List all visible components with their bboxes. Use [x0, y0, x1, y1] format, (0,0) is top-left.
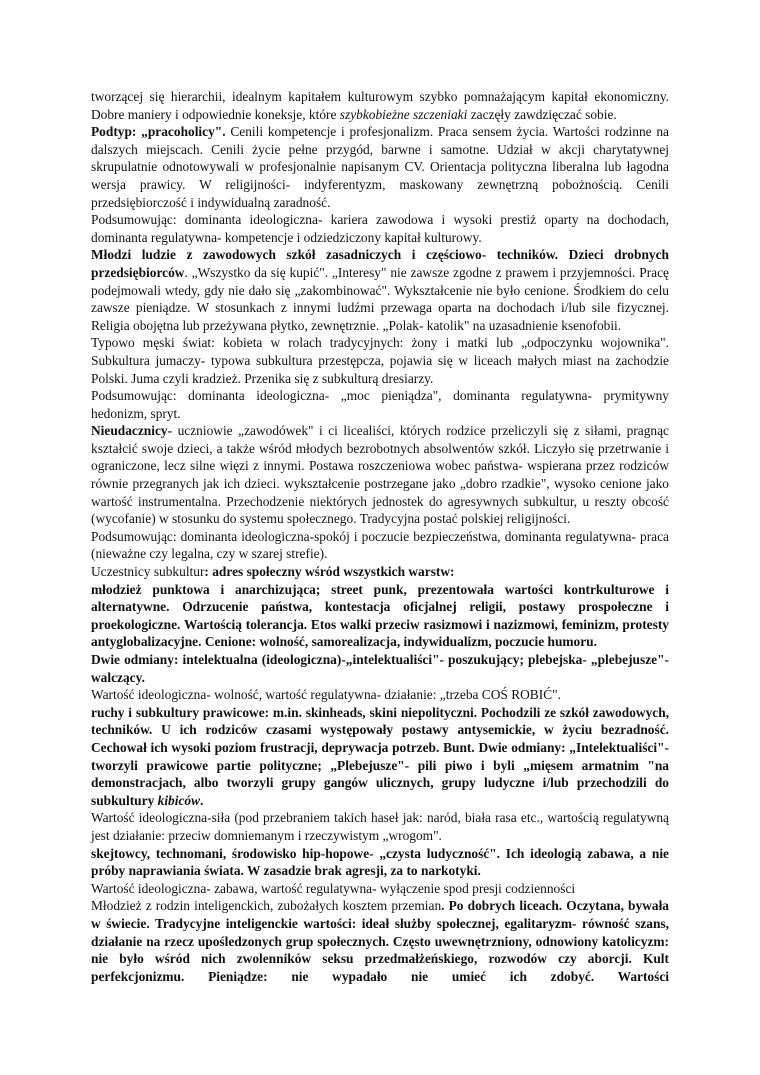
text-run: Typowo męski świat: kobieta w rolach tradycyjnych: żony i matki lub „odpoczynku wojownika". Subkultura jumaczy- typowa subkultura przestępcza, pojawia się w liceach małych miast na zachodzie Polski. Juma czyli kradzież. Przenika się z subkulturą dresiarzy. — [91, 335, 669, 386]
text-run: uczniowie „zawodówek" i ci licealiści, których rodzice przeliczyli się z siłami, pragnąc kształcić swoje dzieci, a także wśród młodych bezrobotnych absolwentów szkół. Liczyło się przetrwanie i ograniczone, lecz silne więzi z innymi. Postawa roszczeniowa wobec państwa- wspierana przez rodziców równie przegranych jak ich dzieci. wykształcenie postrzegane jako „dobro rzadkie", wysoko cenione jako wartość instrumentalna. Przechodzenie niektórych jednostek do agresywnych subkultur, u reszty obcość (wycofanie) w stosunku do systemu społecznego. Tradycyjna postać polskiej religijności. — [91, 423, 669, 527]
paragraph — [91, 123, 669, 211]
text-run: Podsumowując: dominanta ideologiczna-spokój i poczucie bezpieczeństwa, dominanta regulatywna- praca (nieważne czy legalna, czy w szarej strefie). — [91, 528, 669, 562]
paragraph — [91, 563, 669, 581]
text-run: skejtowcy, technomani, środowisko hip-hopowe- „czysta ludyczność". Ich ideologią zabawa, a nie próby naprawiania świata. W zasadzie brak agresji, za to narkotyki. — [91, 845, 669, 879]
paragraph — [91, 387, 669, 422]
text-run: szybkobieżne szczeniaki — [339, 106, 468, 122]
text-run: Podsumowując: dominanta ideologiczna- kariera zawodowa i wysoki prestiż oparty na dochodach, dominanta regulatywna- kompetencje i odziedziczony kapitał kulturowy. — [91, 212, 669, 245]
text-run: . Po dobrych liceach. Oczytana, bywała w świecie. Tradycyjne inteligenckie wartości: ideał służby społecznej, egalitaryzm- równość szans, działanie na rzecz upośledzonych grup społecznych. Często uwewnętrzniony, odnowiony katolicyzm: nie było wśród nich zwolenników seksu przedmałżeńskiego, rozwodów czy aborcji. Kult perfekcjonizmu. Pieniądze: nie wypadało nie umieć ich zdobyć. Wartości — [91, 898, 669, 984]
text-run: młodzież punktowa i anarchizująca; street punk, prezentowała wartości kontrkulturowe i alternatywne. Odrzucenie państwa, kontestacja oficjalnej religii, postawy prospołeczne i proekologiczne. Wartością tolerancja. Etos walki przeciw rasizmowi i nazizmowi, feminizm, protesty antyglobalizacyjne. Cenione: wolność, samorealizacja, indywidualizm, poczucie humoru. — [91, 581, 669, 650]
text-run: : adres społeczny wśród wszystkich warstw: — [204, 564, 455, 580]
paragraph — [91, 704, 669, 810]
text-run: Dwie odmiany: intelektualna (ideologiczna)-„intelektualiści"- poszukujący; plebejska- „plebejusze"-walczący. — [91, 652, 669, 685]
paragraph — [91, 845, 669, 880]
text-run: . — [200, 792, 204, 808]
text-run: tworzącej się hierarchii, idealnym kapitałem kulturowym szybko pomnażającym kapitał ekonomiczny. Dobre maniery i odpowiednie koneksje, które — [91, 89, 669, 122]
text-run: zaczęły zawdzięczać sobie. — [467, 106, 617, 122]
text-run: kibiców — [157, 792, 201, 808]
text-run: Podtyp: „pracoholicy". — [91, 124, 226, 140]
paragraph — [91, 334, 669, 387]
paragraph — [91, 88, 669, 123]
text-run: . „Wszystko da się kupić". „Interesy" nie zawsze zgodne z prawem i przyjemności. Pracę podejmowali wtedy, gdy nie dało się „zakombinować". Wykształcenie nie było cenione. Środkiem do celu zawsze pieniądze. W stosunkach z innymi ludźmi przewaga oparta na dochodach i/lub sile fizycznej. Religia obojętna lub przeżywana płytko, zewnętrznie. „Polak- katolik" na uzasadnienie ksenofobii. — [91, 264, 669, 333]
text-run: Wartość ideologiczna-siła (pod przebraniem takich haseł jak: naród, biała rasa etc., wartością regulatywną jest działanie: przeciw domniemanym i rzeczywistym „wrogom". — [91, 810, 669, 843]
paragraph — [91, 581, 669, 651]
paragraph — [91, 246, 669, 334]
paragraph — [91, 809, 669, 844]
paragraph — [91, 880, 669, 898]
text-run: Młodzi ludzie z zawodowych szkół zasadniczych i częściowo- techników. Dzieci drobnych przedsiębiorców — [91, 247, 669, 280]
text-run: Podsumowując: dominanta ideologiczna- „moc pieniądza", dominanta regulatywna- prymitywny hedonizm, spryt. — [91, 388, 669, 421]
text-run: Młodzież z rodzin inteligenckich, zubożałych kosztem przemian — [91, 898, 442, 914]
paragraph — [91, 528, 669, 563]
paragraph — [91, 651, 669, 686]
text-run: Wartość ideologiczna- zabawa, wartość regulatywna- wyłączenie spod presji codzienności — [91, 880, 576, 896]
document-body — [91, 88, 669, 985]
text-run: Uczestnicy subkultur — [91, 564, 205, 580]
text-run: Wartość ideologiczna- wolność, wartość regulatywna- działanie: „trzeba COŚ ROBIĆ". — [91, 687, 561, 703]
paragraph — [91, 211, 669, 246]
paragraph — [91, 422, 669, 528]
paragraph — [91, 686, 669, 704]
paragraph — [91, 897, 669, 985]
text-run: ruchy i subkultury prawicowe: m.in. skinheads, skini niepolityczni. Pochodzili ze szkół zawodowych, techników. U ich rodziców czasami występowały postawy antysemickie, w życiu bezradność. Cechował ich wysoki poziom frustracji, deprywacja potrzeb. Bunt. Dwie odmiany: „Intelektualiści"- tworzyli prawicowe partie polityczne; „Plebejusze"- pili piwo i byli „mięsem armatnim "na demonstracjach, albo tworzyli grupy gangów ulicznych, grupy ludyczne i/lub przechodzili do subkultury — [91, 704, 669, 808]
text-run: Nieudacznicy- — [91, 423, 173, 439]
text-run: Cenili kompetencje i profesjonalizm. Praca sensem życia. Wartości rodzinne na dalszych miejscach. Cenili życie pełne przygód, barwne i samotne. Udział w akcji charytatywnej skrupulatnie odnotowywali w profesjonalnie napisanym CV. Orientacja polityczna liberalna lub łagodna wersja prawicy. W religijności- indyferentyzm, maskowany zewnętrzną pobożnością. Cenili przedsiębiorczość i indywidualną zaradność. — [91, 124, 669, 210]
